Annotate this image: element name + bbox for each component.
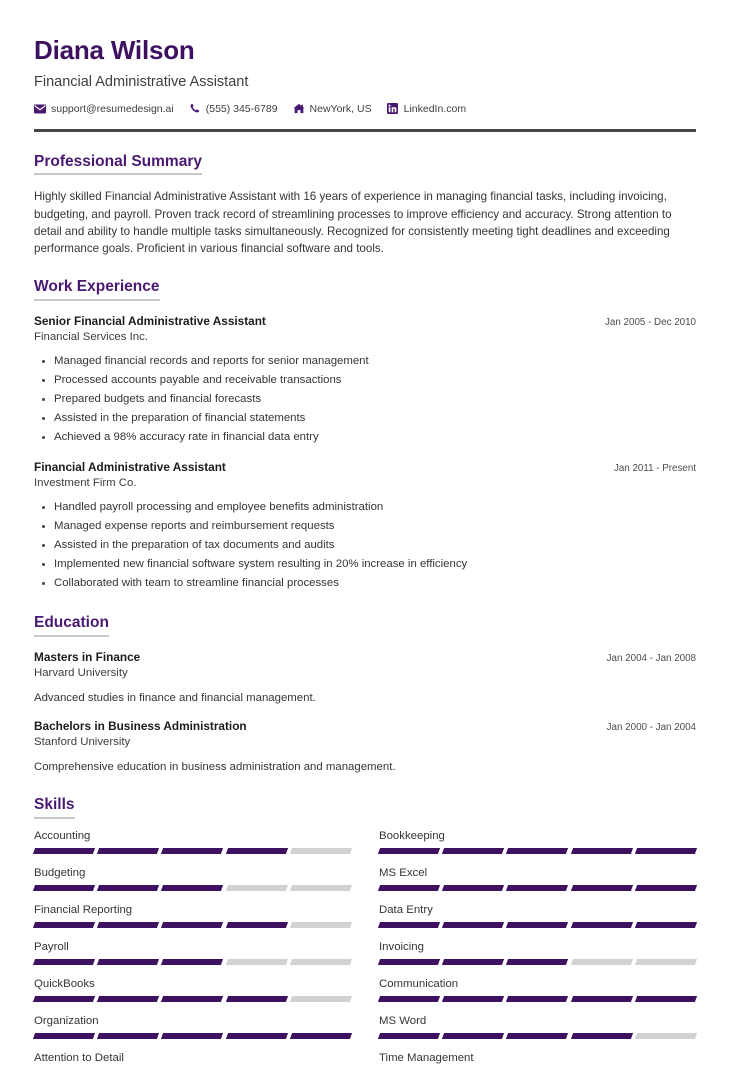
skill-item	[34, 1052, 351, 1083]
skill-level-segment	[378, 1033, 440, 1039]
contact-item-email[interactable]	[34, 103, 174, 115]
skill-level-bar	[379, 996, 696, 1002]
skill-level-segment	[506, 922, 568, 928]
section-work-experience	[34, 278, 696, 593]
entry-bullet: Managed expense reports and reimbursement requests	[54, 517, 696, 536]
skill-level-segment	[378, 959, 440, 965]
entry-organization: Harvard University	[34, 666, 128, 679]
entry-role: Financial Administrative Assistant	[34, 460, 226, 475]
resume-header	[34, 36, 696, 115]
entry-header	[34, 719, 696, 733]
entry-organization: Investment Firm Co.	[34, 477, 137, 490]
section-professional-summary	[34, 153, 696, 258]
skill-item	[34, 978, 351, 1015]
skill-name: Communication	[379, 977, 459, 990]
skill-level-segment	[571, 959, 633, 965]
skill-level-segment	[635, 922, 697, 928]
skill-level-segment	[571, 1033, 633, 1039]
entry-role: Senior Financial Administrative Assistant	[34, 314, 266, 329]
skill-level-segment	[226, 885, 288, 891]
skill-name: QuickBooks	[34, 977, 95, 990]
skill-item	[34, 867, 351, 904]
section-title-skills: Skills	[34, 796, 75, 819]
skill-name: Bookkeeping	[379, 829, 445, 842]
skill-level-segment	[33, 922, 95, 928]
education-entry	[34, 650, 696, 706]
skill-name: MS Word	[379, 1014, 427, 1027]
skill-name: Organization	[34, 1014, 99, 1027]
candidate-job-title: Financial Administrative Assistant	[34, 73, 249, 90]
skill-name: Time Management	[379, 1051, 474, 1064]
skill-item	[379, 904, 696, 941]
skill-level-bar	[34, 959, 351, 965]
section-education	[34, 614, 696, 775]
skill-level-segment	[571, 885, 633, 891]
skill-level-bar	[379, 885, 696, 891]
skill-level-segment	[290, 848, 352, 854]
skill-level-segment	[506, 885, 568, 891]
skill-level-segment	[635, 848, 697, 854]
skill-level-segment	[161, 959, 223, 965]
skill-level-segment	[161, 1033, 223, 1039]
skill-level-segment	[97, 848, 159, 854]
contact-text: (555) 345-6789	[205, 102, 278, 115]
skill-level-segment	[33, 959, 95, 965]
skill-level-segment	[33, 848, 95, 854]
header-divider	[34, 129, 696, 132]
entry-bullet: Managed financial records and reports for senior management	[54, 352, 696, 371]
skill-level-segment	[97, 922, 159, 928]
education-entries	[34, 650, 696, 775]
phone-icon	[189, 103, 201, 115]
skill-level-segment	[290, 996, 352, 1002]
skill-level-segment	[290, 959, 352, 965]
skill-level-segment	[161, 996, 223, 1002]
skill-name: Accounting	[34, 829, 91, 842]
entry-header	[34, 314, 696, 328]
entry-bullet: Handled payroll processing and employee benefits administration	[54, 498, 696, 517]
skills-grid	[34, 830, 696, 1083]
entry-organization: Financial Services Inc.	[34, 331, 148, 344]
skill-level-segment	[33, 1033, 95, 1039]
entry-date: Jan 2000 - Jan 2004	[606, 721, 696, 733]
skill-level-segment	[161, 848, 223, 854]
skill-level-segment	[226, 848, 288, 854]
entry-organization: Stanford University	[34, 735, 131, 748]
entry-date: Jan 2005 - Dec 2010	[605, 317, 696, 329]
entry-date: Jan 2004 - Jan 2008	[606, 652, 696, 664]
email-icon	[34, 103, 46, 115]
entry-bullet: Assisted in the preparation of financial statements	[54, 409, 696, 428]
skill-level-segment	[161, 885, 223, 891]
section-title-experience: Work Experience	[34, 278, 160, 301]
skill-level-segment	[506, 996, 568, 1002]
skill-level-bar	[379, 1033, 696, 1039]
summary-text: Highly skilled Financial Administrative Assistant with 16 years of experience in managing financial tasks, including invoicing, budgeting, and payroll. Proven track record of streamlining processes to improve efficiency and accuracy. Strong attention to detail and ability to handle multiple tasks simultaneously. Recognized for consistently meeting tight deadlines and exceeding performance goals. Proficient in various financial software and tools.	[34, 190, 672, 256]
skill-item	[34, 1015, 351, 1052]
skill-item	[379, 978, 696, 1015]
skill-name: MS Excel	[379, 866, 428, 879]
skill-level-bar	[379, 959, 696, 965]
skill-level-bar	[379, 922, 696, 928]
skill-level-bar	[34, 1033, 351, 1039]
entry-bullet: Assisted in the preparation of tax documents and audits	[54, 536, 696, 555]
skill-level-segment	[506, 1033, 568, 1039]
skill-level-segment	[442, 885, 504, 891]
skill-level-segment	[378, 848, 440, 854]
skill-level-segment	[226, 922, 288, 928]
skill-level-bar	[34, 848, 351, 854]
skill-level-segment	[226, 959, 288, 965]
skill-level-segment	[571, 922, 633, 928]
contact-item-linkedin[interactable]	[387, 103, 466, 115]
skill-level-segment	[571, 848, 633, 854]
entry-bullet-list	[34, 352, 696, 447]
entry-date: Jan 2011 - Present	[613, 463, 696, 475]
skill-name: Financial Reporting	[34, 903, 133, 916]
entry-header	[34, 650, 696, 664]
skill-level-segment	[635, 959, 697, 965]
skill-level-segment	[290, 1033, 352, 1039]
skill-name: Data Entry	[379, 903, 433, 916]
experience-entries	[34, 314, 696, 593]
entry-bullet: Prepared budgets and financial forecasts	[54, 390, 696, 409]
skill-level-segment	[226, 1033, 288, 1039]
candidate-name: Diana Wilson	[34, 35, 195, 65]
section-skills	[34, 796, 696, 1083]
contact-item-phone[interactable]	[189, 103, 278, 115]
skill-level-segment	[161, 922, 223, 928]
contact-text: LinkedIn.com	[403, 102, 467, 115]
skill-level-segment	[290, 922, 352, 928]
contact-row	[34, 103, 696, 115]
skill-item	[34, 941, 351, 978]
linkedin-icon	[387, 103, 399, 115]
skill-item	[379, 1015, 696, 1052]
entry-description: Comprehensive education in business administration and management.	[34, 760, 396, 773]
skill-item	[379, 830, 696, 867]
skill-item	[34, 830, 351, 867]
skill-level-segment	[97, 996, 159, 1002]
entry-bullet: Processed accounts payable and receivable transactions	[54, 371, 696, 390]
skill-level-segment	[571, 996, 633, 1002]
skill-level-segment	[378, 922, 440, 928]
entry-description: Advanced studies in finance and financial management.	[34, 691, 316, 704]
entry-bullet: Implemented new financial software system resulting in 20% increase in efficiency	[54, 555, 696, 574]
skill-name: Invoicing	[379, 940, 424, 953]
entry-bullet-list	[34, 498, 696, 593]
skill-name: Budgeting	[34, 866, 86, 879]
skill-level-segment	[290, 885, 352, 891]
skill-item	[379, 1052, 696, 1083]
skill-item	[34, 904, 351, 941]
skill-level-segment	[635, 885, 697, 891]
section-title-summary: Professional Summary	[34, 153, 202, 176]
contact-text: support@resumedesign.ai	[51, 102, 174, 115]
skill-level-segment	[442, 922, 504, 928]
skill-level-bar	[34, 996, 351, 1002]
experience-entry	[34, 314, 696, 447]
entry-bullet: Collaborated with team to streamline financial processes	[54, 574, 696, 593]
contact-text: NewYork, US	[309, 102, 372, 115]
skill-level-segment	[635, 996, 697, 1002]
skill-level-segment	[97, 959, 159, 965]
skill-level-segment	[442, 996, 504, 1002]
skill-level-segment	[97, 885, 159, 891]
experience-entry	[34, 460, 696, 593]
skill-level-bar	[34, 922, 351, 928]
skill-level-segment	[378, 885, 440, 891]
skill-level-bar	[379, 848, 696, 854]
education-entry	[34, 719, 696, 775]
skill-level-bar	[34, 885, 351, 891]
entry-role: Masters in Finance	[34, 649, 141, 664]
entry-bullet: Achieved a 98% accuracy rate in financial data entry	[54, 428, 696, 447]
entry-header	[34, 460, 696, 474]
contact-item-home[interactable]	[293, 103, 372, 115]
skill-item	[379, 941, 696, 978]
skill-level-segment	[378, 996, 440, 1002]
home-icon	[293, 103, 305, 115]
skill-level-segment	[442, 959, 504, 965]
skill-name: Payroll	[34, 940, 69, 953]
skill-name: Attention to Detail	[34, 1051, 124, 1064]
skill-level-segment	[442, 848, 504, 854]
skill-item	[379, 867, 696, 904]
skill-level-segment	[635, 1033, 697, 1039]
section-title-education: Education	[34, 614, 109, 637]
skill-level-segment	[506, 959, 568, 965]
skill-level-segment	[226, 996, 288, 1002]
skill-level-segment	[97, 1033, 159, 1039]
skill-level-segment	[33, 885, 95, 891]
skill-level-segment	[33, 996, 95, 1002]
skill-level-segment	[442, 1033, 504, 1039]
entry-role: Bachelors in Business Administration	[34, 718, 247, 733]
skill-level-segment	[506, 848, 568, 854]
